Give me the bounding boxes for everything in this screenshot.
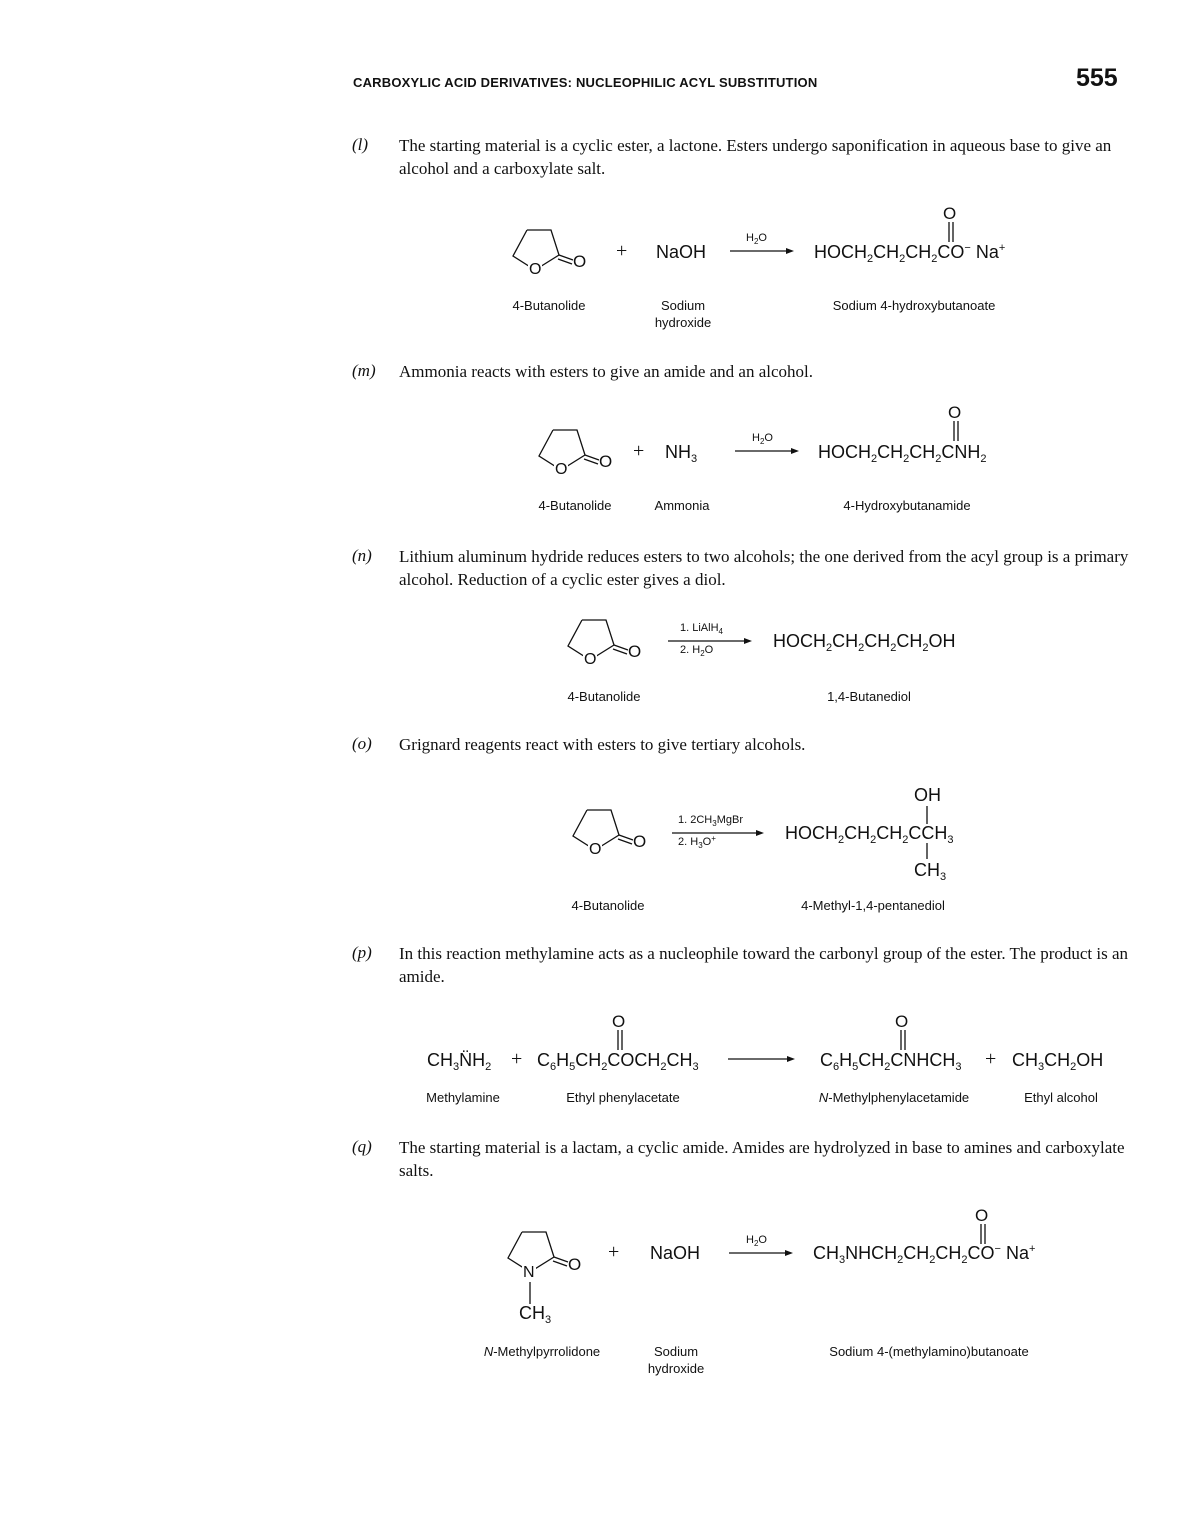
- product-formula-l: $HOCH_2CH_2CH_2CO^-$ Na+: [814, 242, 1006, 265]
- condition-n-step2: 2. $H_2O$: [680, 644, 714, 658]
- part-text-l: The starting material is a cyclic ester, a lactone. Esters undergo saponification in aqueous base to give an alcohol and a carboxylate salt.: [399, 136, 1112, 178]
- ring-oxygen-m: O: [555, 461, 568, 478]
- reagent-naoh-l: NaOH: [656, 242, 707, 262]
- double-bond-m: [951, 421, 961, 443]
- caption-product-m: 4-Hydroxybutanamide: [843, 498, 971, 513]
- methylamine-formula: $CH_3N̈H_2$: [427, 1050, 492, 1073]
- condition-o-step2: 2. $H_3O^+$: [678, 834, 716, 850]
- caption-methylamine: Methylamine: [426, 1090, 500, 1105]
- carbonyl-oxygen-n: O: [628, 642, 642, 661]
- carbonyl-o-label-amide: O: [895, 1012, 909, 1031]
- methyl-group-o: $CH_3$: [914, 860, 947, 883]
- part-label-p: (p): [352, 943, 372, 962]
- reaction-arrow: [728, 1054, 796, 1064]
- part-label-q: (q): [352, 1137, 372, 1156]
- caption-product-q: Sodium 4-(methylamino)butanoate: [829, 1344, 1029, 1359]
- page-number: 555: [1076, 64, 1118, 92]
- caption-reagent-m: Ammonia: [654, 498, 710, 513]
- carbonyl-oxygen-m: O: [599, 452, 613, 471]
- running-header: CARBOXYLIC ACID DERIVATIVES: NUCLEOPHILIC ACYL SUBSTITUTION: [353, 75, 818, 90]
- plus-sign: +: [616, 240, 628, 262]
- carbonyl-o-label-l: O: [943, 204, 957, 223]
- part-text-q: The starting material is a lactam, a cyclic amide. Amides are hydrolyzed in base to amines and carboxylate salts.: [399, 1138, 1125, 1180]
- condition-o-step1: 1. $2CH_3MgBr$: [678, 814, 743, 828]
- part-text-o: Grignard reagents react with esters to give tertiary alcohols.: [399, 735, 806, 754]
- double-bond-ester: [615, 1030, 625, 1052]
- reaction-arrow: [729, 1248, 794, 1258]
- reaction-arrow: [735, 446, 800, 456]
- plus-sign: +: [608, 1241, 620, 1263]
- reagent-ammonia-m: $NH_3$: [665, 442, 698, 465]
- caption-reagent-l: Sodium hydroxide: [654, 298, 712, 330]
- caption-product-l: Sodium 4-hydroxybutanoate: [832, 298, 996, 313]
- ester-formula-p: $C_6H_5CH_2COCH_2CH_3$: [537, 1050, 699, 1073]
- condition-n-step1: 1. LiAlH$_4$: [680, 622, 723, 636]
- caption-reactant-o: 4-Butanolide: [571, 898, 645, 913]
- plus-sign: +: [511, 1048, 523, 1070]
- product-formula-n: $HOCH_2CH_2CH_2CH_2OH$: [773, 631, 956, 654]
- double-bond-amide: [898, 1030, 908, 1052]
- carbonyl-oxygen-q: O: [568, 1255, 582, 1274]
- ring-oxygen-l: O: [529, 261, 542, 278]
- carbonyl-o-label-q: O: [975, 1206, 989, 1225]
- caption-product-n: 1,4-Butanediol: [827, 689, 911, 704]
- caption-reagent-q: Sodium hydroxide: [647, 1344, 705, 1376]
- caption-ethanol-p: Ethyl alcohol: [1024, 1090, 1098, 1105]
- ring-nitrogen-q: N: [523, 1264, 535, 1281]
- caption-reactant-m: 4-Butanolide: [538, 498, 612, 513]
- part-label-o: (o): [352, 734, 372, 753]
- caption-reactant-q: N-Methylpyrrolidone: [483, 1344, 601, 1359]
- ring-oxygen-o: O: [589, 841, 602, 858]
- carbonyl-o-label-m: O: [948, 403, 962, 422]
- part-text-p: In this reaction methylamine acts as a nucleophile toward the carbonyl group of the ester. The product is an amide.: [399, 944, 1129, 986]
- reaction-arrow: [730, 246, 795, 256]
- hydroxyl-group-o: OH: [914, 785, 941, 805]
- reagent-naoh-q: NaOH: [650, 1243, 701, 1263]
- part-text-m: Ammonia reacts with esters to give an amide and an alcohol.: [399, 362, 814, 381]
- part-text-n: Lithium aluminum hydride reduces esters to two alcohols; the one derived from the acyl group is a primary alcohol. Reduction of a cyclic ester gives a diol.: [399, 547, 1129, 589]
- amide-formula-p: $C_6H_5CH_2CNHCH_3$: [820, 1050, 962, 1073]
- plus-sign: +: [985, 1048, 997, 1070]
- carbonyl-o-label-ester: O: [612, 1012, 626, 1031]
- caption-amide-p: N-Methylphenylacetamide: [818, 1090, 970, 1105]
- ethanol-formula-p: $CH_3CH_2OH$: [1012, 1050, 1104, 1073]
- product-formula-q: $CH_3NHCH_2CH_2CH_2CO^-$ Na+: [813, 1243, 1036, 1266]
- product-formula-o: $HOCH_2CH_2CH_2CCH_3$: [785, 823, 954, 846]
- carbonyl-oxygen-o: O: [633, 832, 647, 851]
- plus-sign: +: [633, 440, 645, 462]
- caption-ester-p: Ethyl phenylacetate: [566, 1090, 680, 1105]
- carbonyl-oxygen-l: O: [573, 252, 587, 271]
- part-label-l: (l): [352, 135, 369, 154]
- caption-reactant-l: 4-Butanolide: [512, 298, 586, 313]
- n-methyl-group-q: $CH_3$: [519, 1303, 552, 1326]
- double-bond-l: [946, 222, 956, 244]
- condition-l: $H_2O$: [746, 232, 767, 246]
- ring-oxygen-n: O: [584, 651, 597, 668]
- bond-down-o: [924, 843, 930, 861]
- condition-m: $H_2O$: [752, 432, 773, 446]
- caption-product-o: 4-Methyl-1,4-pentanediol: [801, 898, 945, 913]
- caption-reactant-n: 4-Butanolide: [567, 689, 641, 704]
- condition-q: $H_2O$: [746, 1234, 767, 1248]
- part-label-n: (n): [352, 546, 372, 565]
- part-label-m: (m): [352, 361, 376, 380]
- product-formula-m: $HOCH_2CH_2CH_2CNH_2$: [818, 442, 987, 465]
